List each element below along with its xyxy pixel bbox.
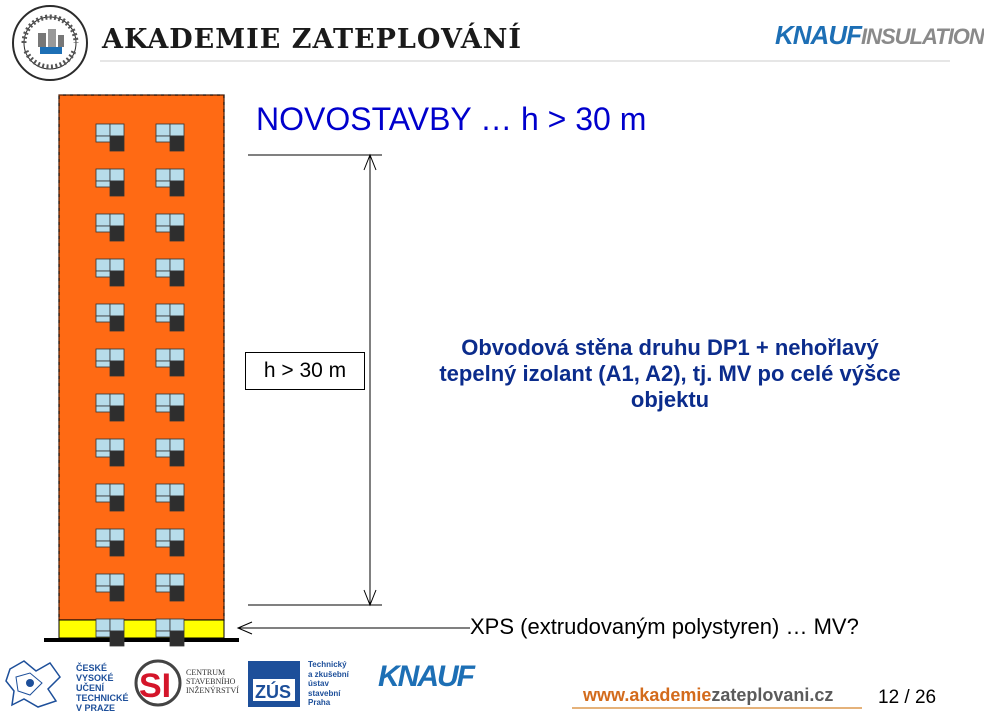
description-text: Obvodová stěna druhu DP1 + nehořlavý tepelný izolant (A1, A2), tj. MV po celé výšce objektu xyxy=(439,335,901,412)
si-logo xyxy=(136,661,180,705)
cvut-name: ČESKÉ VYSOKÉ UČENÍ TECHNICKÉ V PRAZE xyxy=(76,663,129,713)
brand-insulation: INSULATION xyxy=(861,24,984,49)
akademie-seal-logo xyxy=(10,3,90,83)
knauf-insulation-logo xyxy=(775,20,984,68)
svg-text:ZÚS: ZÚS xyxy=(255,682,291,702)
question-text: XPS (extrudovaným polystyren) … MV? xyxy=(470,614,859,639)
svg-text:SI: SI xyxy=(139,667,172,705)
brand-knauf: KNAUF xyxy=(775,20,861,50)
page-number: 12 / 26 xyxy=(878,687,937,708)
website-part-2: zateplovani.cz xyxy=(711,685,834,705)
footer-divider xyxy=(572,707,862,709)
slide-title: NOVOSTAVBY … h > 30 m xyxy=(256,101,647,137)
building-elevation-drawing xyxy=(44,80,239,650)
cvut-logo xyxy=(6,661,60,707)
website-part-1: www.akademie xyxy=(583,685,712,705)
zus-logo xyxy=(248,661,300,707)
zus-institute-name: Technický a zkušební ústav stavební Praha xyxy=(308,660,349,707)
academy-title: AKADEMIE ZATEPLOVÁNÍ xyxy=(102,24,523,55)
height-label-box: h > 30 m xyxy=(245,352,365,390)
si-centre-name: CENTRUM STAVEBNÍHO INŽENÝRSTVÍ xyxy=(186,668,239,695)
knauf-logo: KNAUF xyxy=(378,660,473,693)
website-link[interactable] xyxy=(583,685,833,706)
